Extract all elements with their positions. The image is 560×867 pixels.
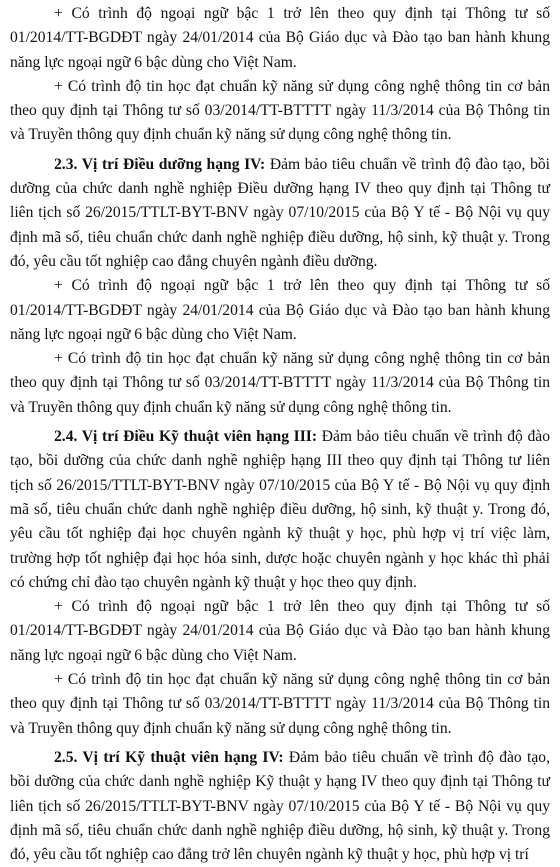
section-heading: 2.3. Vị trí Điều dưỡng hạng IV: bbox=[54, 155, 266, 173]
paragraph-text: + Có trình độ ngoại ngữ bậc 1 trở lên theo quy định tại Thông tư số 01/2014/TT-BGDĐT ngày 24/01/2014 của Bộ Giáo dục và Đào tạo ban hành khung năng lực ngoại ngữ 6 bậc dùng cho Việt Nam. bbox=[10, 5, 550, 71]
paragraph-it-skills-3 bbox=[10, 668, 550, 741]
paragraph-foreign-language-3 bbox=[10, 595, 550, 668]
paragraph-text: Đảm bảo tiêu chuẩn về trình độ đào tạo, bồi dưỡng của chức danh nghề nghiệp hạng III theo quy định tại Thông tư liên tịch số 26/2015/TTLT-BYT-BNV ngày 07/10/2015 của Bộ Y tế - Bộ Nội vụ quy định mã số, tiêu chuẩn chức danh nghề nghiệp điều dưỡng, hộ sinh, kỹ thuật y. Trong đó, yêu cầu tốt nghiệp đại học chuyên ngành kỹ thuật y học, phù hợp vị trí việc làm, trường hợp tốt nghiệp đại học hóa sinh, dược hoặc chuyên ngành y học khác thì phải có chứng chỉ đào tạo chuyên ngành kỹ thuật y học theo quy định. bbox=[10, 428, 550, 591]
paragraph-text: Đảm bảo tiêu chuẩn về trình độ đào tạo, bồi dưỡng của chức danh nghề nghiệp Điều dưỡng hạng IV theo quy định tại Thông tư liên tịch số 26/2015/TTLT-BYT-BNV ngày 07/10/2015 của Bộ Y tế - Bộ Nội vụ quy định mã số, tiêu chuẩn chức danh nghề nghiệp điều dưỡng, hộ sinh, kỹ thuật y. Trong đó, yêu cầu tốt nghiệp cao đẳng chuyên ngành điều dưỡng. bbox=[10, 155, 550, 270]
paragraph-text: + Có trình độ tin học đạt chuẩn kỹ năng sử dụng công nghệ thông tin cơ bản theo quy định tại Thông tư số 03/2014/TT-BTTTT ngày 11/3/2014 của Bộ Thông tin và Truyền thông quy định chuẩn kỹ năng sử dụng công nghệ thông tin. bbox=[10, 671, 550, 737]
section-2-5-technician-iv bbox=[10, 746, 550, 867]
paragraph-text: + Có trình độ ngoại ngữ bậc 1 trở lên theo quy định tại Thông tư số 01/2014/TT-BGDĐT ngày 24/01/2014 của Bộ Giáo dục và Đào tạo ban hành khung năng lực ngoại ngữ 6 bậc dùng cho Việt Nam. bbox=[10, 277, 550, 343]
section-2-3-nursing-iv bbox=[10, 153, 550, 274]
section-heading: 2.4. Vị trí Điều Kỹ thuật viên hạng III: bbox=[54, 428, 318, 446]
paragraph-it-skills-1 bbox=[10, 75, 550, 148]
section-2-4-technician-iii bbox=[10, 425, 550, 595]
section-heading: 2.5. Vị trí Kỹ thuật viên hạng IV: bbox=[54, 748, 284, 766]
paragraph-it-skills-2 bbox=[10, 347, 550, 420]
paragraph-foreign-language-2 bbox=[10, 274, 550, 347]
paragraph-text: + Có trình độ tin học đạt chuẩn kỹ năng sử dụng công nghệ thông tin cơ bản theo quy định tại Thông tư số 03/2014/TT-BTTTT ngày 11/3/2014 của Bộ Thông tin và Truyền thông quy định chuẩn kỹ năng sử dụng công nghệ thông tin. bbox=[10, 77, 550, 144]
paragraph-text: + Có trình độ tin học đạt chuẩn kỹ năng sử dụng công nghệ thông tin cơ bản theo quy định tại Thông tư số 03/2014/TT-BTTTT ngày 11/3/2014 của Bộ Thông tin và Truyền thông quy định chuẩn kỹ năng sử dụng công nghệ thông tin. bbox=[10, 350, 550, 416]
paragraph-foreign-language-1 bbox=[10, 2, 550, 75]
paragraph-text: + Có trình độ ngoại ngữ bậc 1 trở lên theo quy định tại Thông tư số 01/2014/TT-BGDĐT ngày 24/01/2014 của Bộ Giáo dục và Đào tạo ban hành khung năng lực ngoại ngữ 6 bậc dùng cho Việt Nam. bbox=[10, 598, 550, 664]
paragraph-text: Đảm bảo tiêu chuẩn về trình độ đào tạo, bồi dưỡng của chức danh nghề nghiệp Kỹ thuật y hạng IV theo quy định tại Thông tư liên tịch số 26/2015/TTLT-BYT-BNV ngày 07/10/2015 của Bộ Y tế - Bộ Nội vụ quy định mã số, tiêu chuẩn chức danh nghề nghiệp điều dưỡng, hộ sinh, kỹ thuật y. Trong đó, yêu cầu tốt nghiệp cao đẳng trở lên chuyên ngành kỹ thuật y học, phù hợp vị trí bbox=[10, 748, 550, 864]
